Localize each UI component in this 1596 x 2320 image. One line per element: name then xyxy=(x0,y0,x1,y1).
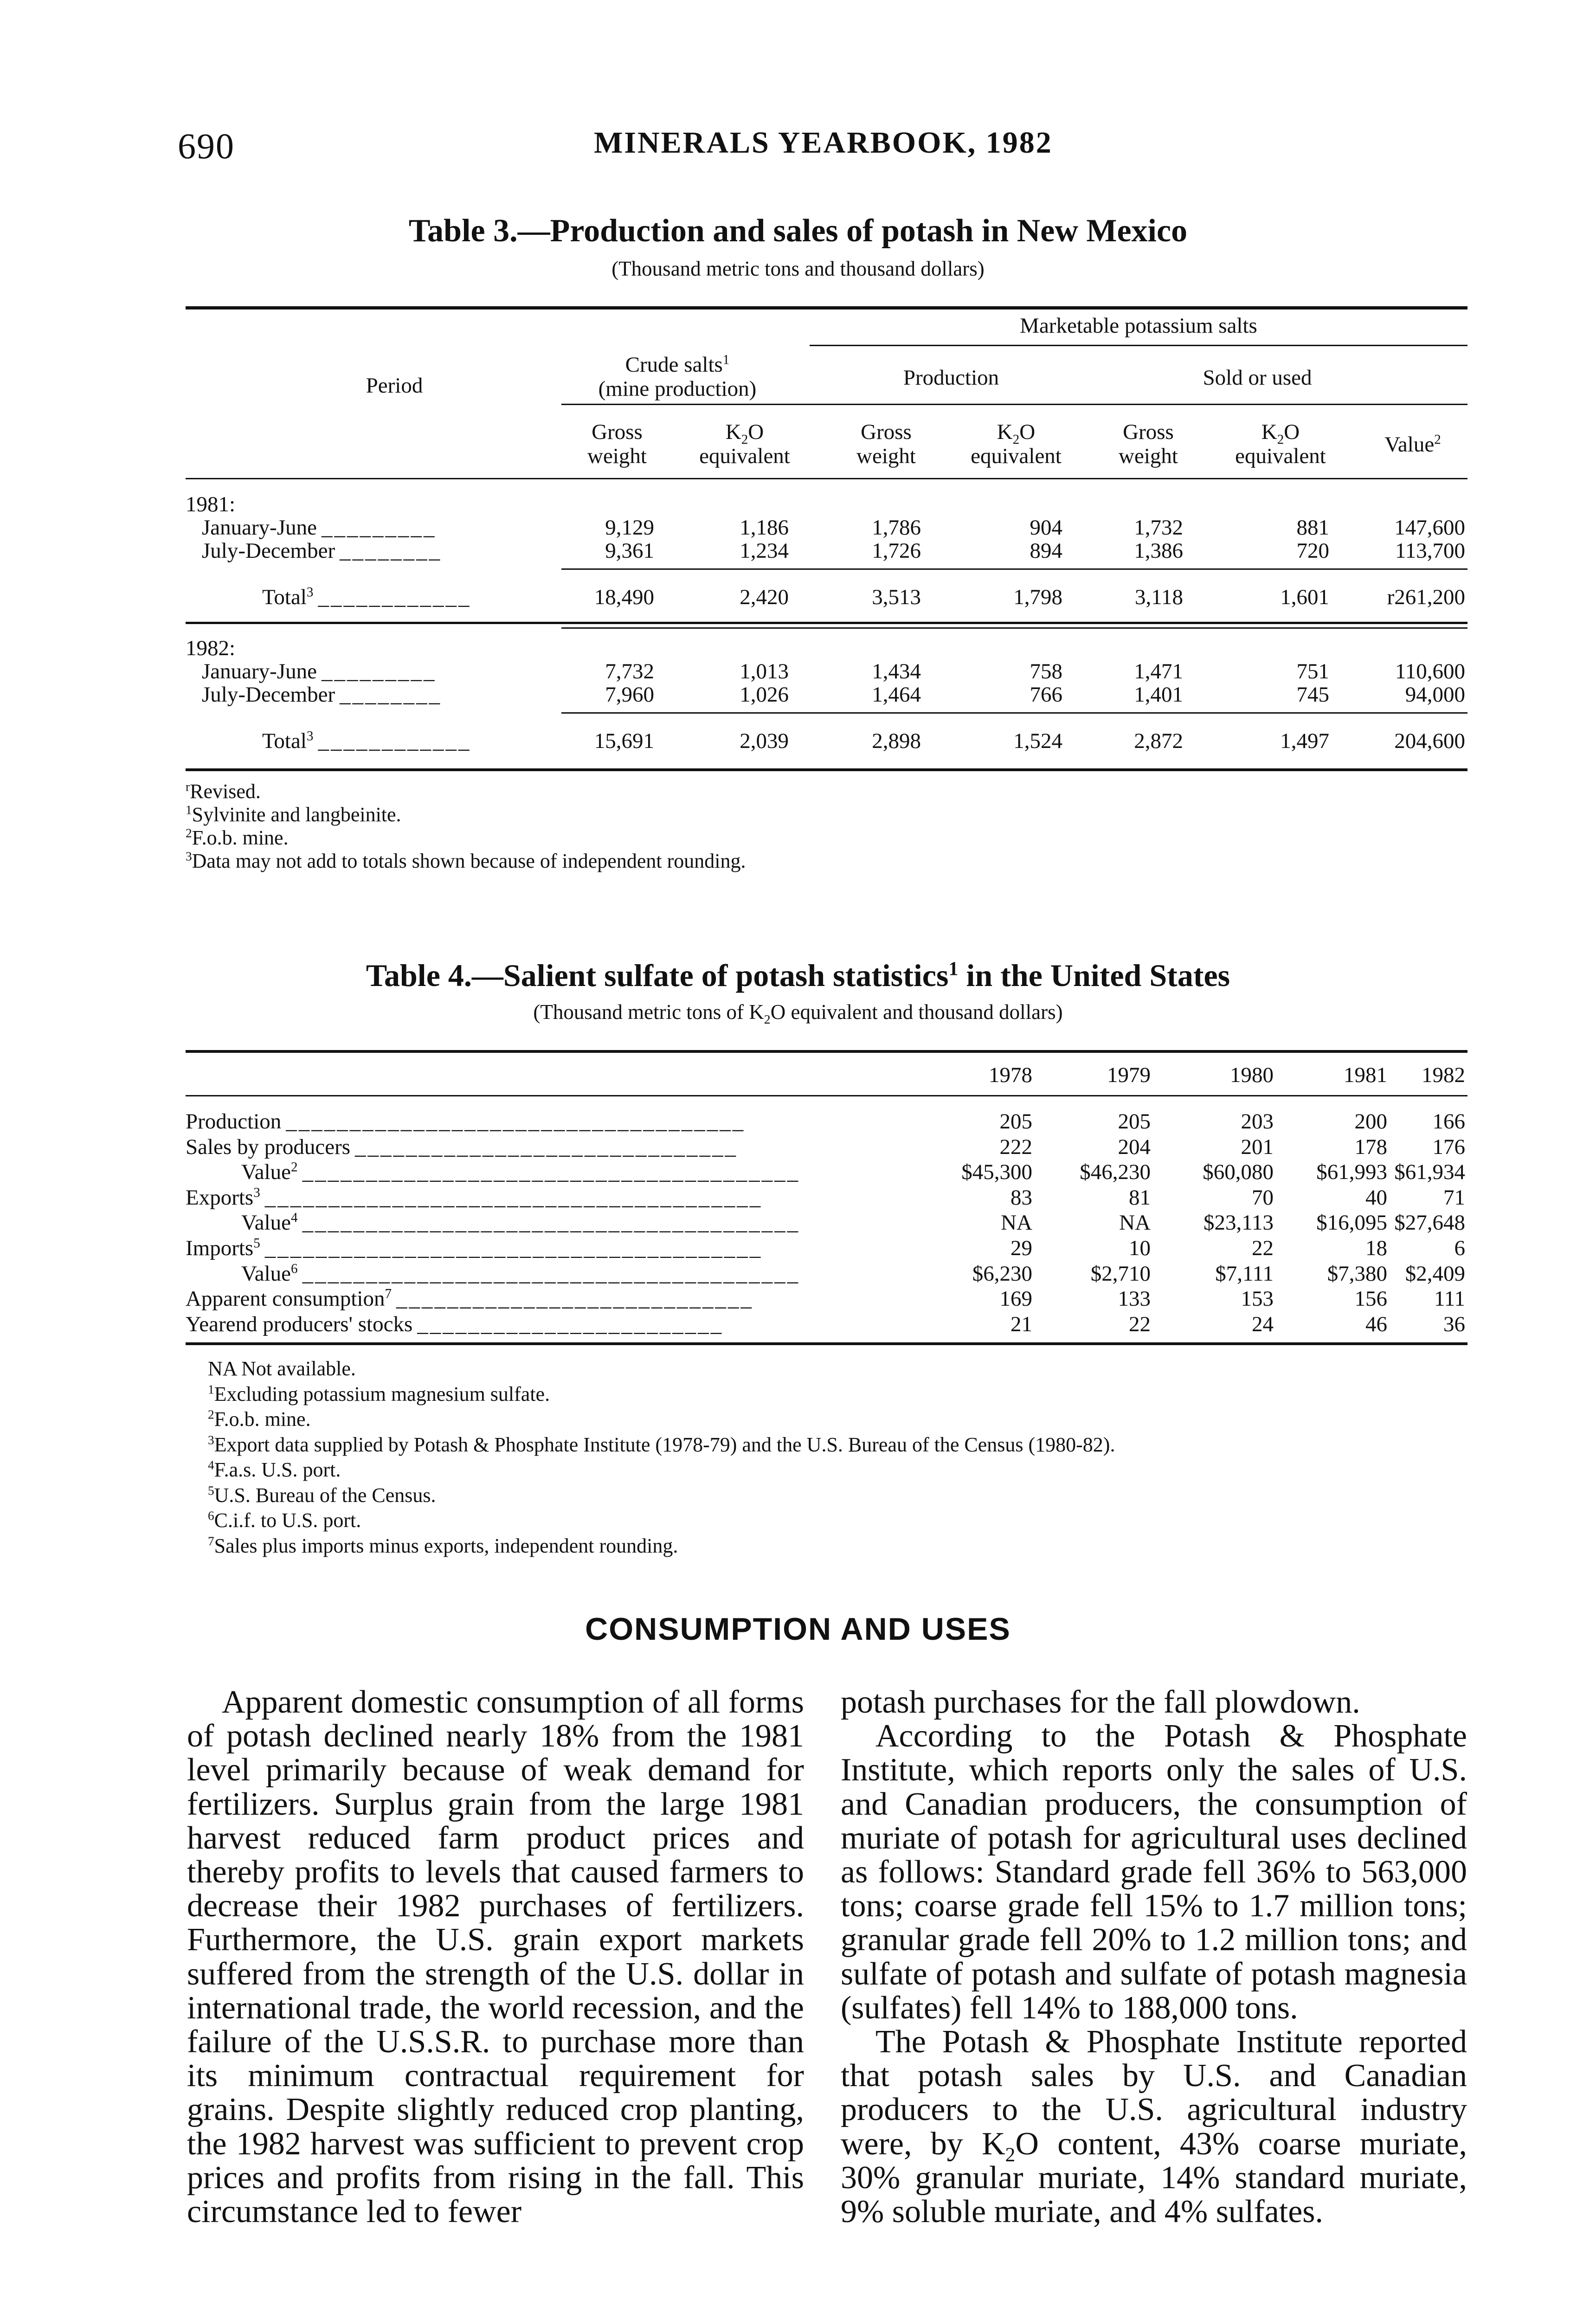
row-leader: _______________________________________ xyxy=(302,1160,800,1185)
total-text: Total xyxy=(262,585,307,609)
row-footnote-mark: 2 xyxy=(291,1160,298,1175)
table-cell: 205 xyxy=(1118,1109,1151,1134)
table-cell: 81 xyxy=(1129,1185,1151,1210)
footnote-text: U.S. Bureau of the Census. xyxy=(214,1483,436,1507)
crude-line2: (mine production) xyxy=(598,377,757,401)
row-label-text: Apparent consumption xyxy=(186,1287,385,1311)
row-leader: ________________________ xyxy=(417,1312,724,1336)
row-label-text: Sales by producers xyxy=(186,1134,351,1159)
total-cell: r261,200 xyxy=(1387,585,1465,609)
table-cell: $60,080 xyxy=(1203,1160,1274,1185)
k2o-line1-sub: 2 xyxy=(741,432,748,447)
footnote-mark: 1 xyxy=(186,803,192,817)
table-cell: 1,013 xyxy=(740,659,789,683)
row-leader: _________ xyxy=(321,516,437,540)
table-cell: 21 xyxy=(1010,1312,1032,1336)
row-leader: _______________________________________ xyxy=(264,1185,763,1210)
row-label-text: Value xyxy=(241,1160,291,1185)
table-cell: $61,934 xyxy=(1394,1160,1465,1185)
right-paragraph-2: According to the Potash & Phosphate Institute, which reports only the sales of U.S. and Canadian producers, the consumption of muriate of potash for agricultural uses declined as follows: Standard grade fell 36% to 563,000 tons; coarse grade fell 15% to 1.7 million tons; granular grade fell 20% to 1.2 million tons; and sulfate of potash and sulfate of potash magnesia (sulfates) fell 14% to 188,000 tons. xyxy=(841,1718,1467,2026)
right-paragraph-3b: O content, 43% coarse muriate, 30% granular muriate, 14% standard muriate, 9% soluble muriate, and 4% sulfates. xyxy=(841,2126,1467,2230)
total-footnote-mark: 3 xyxy=(306,585,314,600)
total-cell: 204,600 xyxy=(1394,729,1465,753)
table-cell: 203 xyxy=(1241,1109,1274,1134)
row-label-text: Yearend producers' stocks xyxy=(186,1312,413,1336)
table4-subtitle xyxy=(0,1000,1596,1027)
table-cell: 111 xyxy=(1434,1287,1465,1311)
row-label-text: Exports xyxy=(186,1185,254,1210)
table-cell: NA xyxy=(1119,1211,1151,1235)
table-cell: 904 xyxy=(1030,516,1062,540)
row-label-text: January-June xyxy=(202,516,317,540)
subheader-k2o-equivalent xyxy=(946,420,1086,468)
table4-title-end: in the United States xyxy=(958,958,1230,993)
footnote xyxy=(208,1357,356,1380)
footnote xyxy=(186,826,289,850)
k2o-line2: equivalent xyxy=(1235,444,1326,468)
table-cell: 204 xyxy=(1118,1134,1151,1159)
table-cell: 1,786 xyxy=(872,516,921,540)
table3-header-bottom-rule xyxy=(186,478,1467,479)
k2o-line2: equivalent xyxy=(699,444,790,468)
row-label-text: July-December xyxy=(202,539,335,563)
table-cell: 94,000 xyxy=(1405,683,1465,707)
table-cell: 1,186 xyxy=(740,516,789,540)
section-heading: CONSUMPTION AND USES xyxy=(585,1611,1011,1647)
total-cell: 1,798 xyxy=(1013,585,1062,609)
right-paragraph-3-sub: 2 xyxy=(1005,2143,1016,2166)
total-cell: 3,513 xyxy=(872,585,921,609)
table-cell: 200 xyxy=(1354,1109,1387,1134)
total-cell: 15,691 xyxy=(594,729,654,753)
footnote-mark: 4 xyxy=(208,1458,214,1472)
text-column-right xyxy=(841,1685,1467,2229)
total-cell: 2,872 xyxy=(1134,729,1183,753)
total-cell: 1,601 xyxy=(1280,585,1329,609)
table-cell: 7,960 xyxy=(605,683,654,707)
table-row-label xyxy=(186,1185,928,1210)
footnote-text: F.o.b. mine. xyxy=(192,826,289,849)
running-title: MINERALS YEARBOOK, 1982 xyxy=(594,126,1053,160)
footnote-text: Data may not add to totals shown because of independent rounding. xyxy=(192,850,746,872)
table-cell: 166 xyxy=(1432,1109,1465,1134)
subheader-gross-weight xyxy=(1079,420,1218,468)
total-cell: 18,490 xyxy=(594,585,654,609)
table-cell: $7,111 xyxy=(1215,1261,1274,1286)
table-row-label xyxy=(202,659,436,684)
gross-line1: Gross xyxy=(592,420,643,444)
row-leader: ____________________________ xyxy=(396,1287,754,1311)
footnote-text: F.a.s. U.S. port. xyxy=(214,1458,341,1481)
subheader-k2o-equivalent xyxy=(675,420,814,468)
table3-header-crude xyxy=(561,353,793,401)
table3-sub-rule xyxy=(561,404,1467,405)
table3-header-sold: Sold or used xyxy=(1203,366,1312,390)
table3-header-production: Production xyxy=(903,366,999,390)
crude-footnote-mark: 1 xyxy=(722,352,730,367)
k2o-line1a: K xyxy=(1261,420,1277,444)
year-header: 1978 xyxy=(989,1063,1032,1087)
table-cell: 1,026 xyxy=(740,683,789,707)
row-label-text: January-June xyxy=(202,659,317,683)
footnote-mark: 2 xyxy=(186,826,192,840)
table-cell: 745 xyxy=(1296,683,1329,707)
footnote xyxy=(186,803,401,826)
table-cell: 1,732 xyxy=(1134,516,1183,540)
table-cell: 147,600 xyxy=(1394,516,1465,540)
row-leader: ________ xyxy=(340,683,442,707)
total-cell: 2,420 xyxy=(740,585,789,609)
table-cell: 720 xyxy=(1296,539,1329,563)
total-cell: 3,118 xyxy=(1134,585,1183,609)
table-cell: $46,230 xyxy=(1080,1160,1151,1185)
table-cell: 894 xyxy=(1030,539,1062,563)
table-cell: 205 xyxy=(999,1109,1032,1134)
gross-line1: Gross xyxy=(1123,420,1174,444)
year-label: 1981: xyxy=(186,492,236,516)
table-cell: 22 xyxy=(1129,1312,1151,1336)
table-cell: $23,113 xyxy=(1203,1211,1274,1235)
table-cell: 881 xyxy=(1296,516,1329,540)
table-cell: 222 xyxy=(999,1134,1032,1159)
table-cell: $7,380 xyxy=(1327,1261,1387,1286)
table-row-label xyxy=(186,1109,928,1134)
total-text: Total xyxy=(262,729,307,753)
total-footnote-mark: 3 xyxy=(306,728,314,744)
total-leader: ____________ xyxy=(318,585,471,609)
table-cell: 70 xyxy=(1252,1185,1274,1210)
year-label: 1982: xyxy=(186,636,236,660)
table4-header-rule xyxy=(186,1095,1467,1096)
table-cell: 18 xyxy=(1365,1236,1387,1260)
table3-subtitle: (Thousand metric tons and thousand dollars) xyxy=(611,257,985,280)
table-cell: 178 xyxy=(1354,1134,1387,1159)
footnote-text: Export data supplied by Potash & Phosphate Institute (1978-79) and the U.S. Bureau of the Census (1980-82). xyxy=(214,1433,1115,1456)
row-footnote-mark: 5 xyxy=(253,1236,260,1251)
table-cell: $27,648 xyxy=(1394,1211,1465,1235)
table-cell: 83 xyxy=(1010,1185,1032,1210)
table-cell: 1,726 xyxy=(872,539,921,563)
gross-line1: Gross xyxy=(861,420,912,444)
table-cell: 133 xyxy=(1118,1287,1151,1311)
footnote xyxy=(208,1483,436,1507)
table4-subtitle-b: O equivalent and thousand dollars) xyxy=(770,1000,1063,1024)
table-cell: 40 xyxy=(1365,1185,1387,1210)
total-leader: ____________ xyxy=(318,729,471,753)
row-label-text: Value xyxy=(241,1211,291,1235)
year-header: 1982 xyxy=(1422,1063,1465,1087)
table-cell: 71 xyxy=(1443,1185,1465,1210)
row-footnote-mark: 4 xyxy=(291,1210,298,1225)
table-cell: $45,300 xyxy=(961,1160,1032,1185)
footnote-text: NA Not available. xyxy=(208,1357,356,1380)
k2o-line1a: K xyxy=(997,420,1013,444)
table-cell: 766 xyxy=(1030,683,1062,707)
table-cell: 10 xyxy=(1129,1236,1151,1260)
crude-line1: Crude salts xyxy=(625,353,723,377)
table-row-label xyxy=(241,1210,928,1235)
subheader-k2o-equivalent xyxy=(1211,420,1350,468)
table-cell: 9,129 xyxy=(605,516,654,540)
table-cell: $61,993 xyxy=(1316,1160,1387,1185)
gross-line2: weight xyxy=(1119,444,1178,468)
total-cell: 2,898 xyxy=(872,729,921,753)
table3-header-marketable: Marketable potassium salts xyxy=(1020,314,1257,338)
row-label-text: July-December xyxy=(202,683,335,707)
group-separator-rule-2 xyxy=(561,627,1467,629)
table4-subtitle-sub: 2 xyxy=(764,1012,771,1027)
table-cell: 113,700 xyxy=(1395,539,1465,563)
table-row-label xyxy=(241,1261,928,1286)
table-row-label xyxy=(202,515,436,540)
row-leader: _______________________________________ xyxy=(302,1261,800,1286)
row-leader: _______________________________________ xyxy=(264,1236,763,1260)
table-row-label xyxy=(202,682,442,707)
table-row-label xyxy=(202,538,442,563)
table4-subtitle-a: (Thousand metric tons of K xyxy=(533,1000,764,1024)
footnote-text: Revised. xyxy=(190,780,261,803)
footnote-mark: 7 xyxy=(208,1534,214,1548)
table-cell: 758 xyxy=(1030,659,1062,683)
page-number: 690 xyxy=(178,126,235,166)
subheader-value xyxy=(1359,432,1466,457)
row-leader: _______________________________________ xyxy=(302,1211,800,1235)
table-cell: 6 xyxy=(1454,1236,1465,1260)
footnote-text: C.i.f. to U.S. port. xyxy=(214,1509,361,1532)
table-cell: 1,471 xyxy=(1134,659,1183,683)
table-row-label xyxy=(186,1236,928,1261)
subheader-gross-weight xyxy=(817,420,956,468)
total-cell: 1,524 xyxy=(1013,729,1062,753)
row-leader: ______________________________ xyxy=(355,1134,738,1159)
table3-bottom-rule xyxy=(186,768,1467,771)
table-cell: 1,386 xyxy=(1134,539,1183,563)
table-cell: $6,230 xyxy=(972,1261,1032,1286)
table4-title-main: Table 4.—Salient sulfate of potash statistics xyxy=(366,958,949,993)
right-paragraph-continued: potash purchases for the fall plowdown. xyxy=(841,1684,1360,1720)
table-cell: 169 xyxy=(999,1287,1032,1311)
table-row-label xyxy=(186,1286,928,1311)
table-cell: 29 xyxy=(1010,1236,1032,1260)
right-paragraph-3 xyxy=(841,2025,1467,2229)
right-paragraph-3a: The Potash & Phosphate Institute reported that potash sales by U.S. and Canadian producers to the U.S. agricultural industry were, by K xyxy=(841,2024,1467,2162)
gross-line2: weight xyxy=(856,444,916,468)
k2o-line1-sub: 2 xyxy=(1012,432,1020,447)
table-cell: 751 xyxy=(1296,659,1329,683)
table-cell: 22 xyxy=(1252,1236,1274,1260)
table3-marketable-rule xyxy=(810,345,1467,346)
row-footnote-mark: 6 xyxy=(291,1261,298,1276)
footnote xyxy=(208,1382,550,1406)
table-cell: 156 xyxy=(1354,1287,1387,1311)
total-rule xyxy=(561,712,1467,714)
footnote-mark: 1 xyxy=(208,1382,214,1396)
year-header: 1981 xyxy=(1344,1063,1387,1087)
k2o-line1b: O xyxy=(1284,420,1300,444)
footnote-mark: 3 xyxy=(186,849,192,864)
table-row-label xyxy=(241,1160,928,1185)
table-cell: 46 xyxy=(1365,1312,1387,1336)
table-cell: 201 xyxy=(1241,1134,1274,1159)
footnote-text: F.o.b. mine. xyxy=(214,1408,311,1431)
table-cell: 1,401 xyxy=(1134,683,1183,707)
table-cell: 9,361 xyxy=(605,539,654,563)
footnote xyxy=(208,1433,1115,1456)
table-cell: $2,409 xyxy=(1405,1261,1465,1286)
table-cell: 1,434 xyxy=(872,659,921,683)
year-header: 1980 xyxy=(1230,1063,1274,1087)
table4-bottom-rule xyxy=(186,1342,1467,1345)
table-cell: 176 xyxy=(1432,1134,1465,1159)
table3-header-period: Period xyxy=(366,374,423,398)
row-leader: _________ xyxy=(321,659,437,683)
value-footnote-mark: 2 xyxy=(1434,432,1441,447)
table-cell: $2,710 xyxy=(1090,1261,1151,1286)
footnote-mark: 6 xyxy=(208,1508,214,1523)
table-cell: 24 xyxy=(1252,1312,1274,1336)
table-row-label xyxy=(186,1134,928,1160)
footnote xyxy=(186,780,261,803)
total-cell: 2,039 xyxy=(740,729,789,753)
table3-top-rule xyxy=(186,306,1467,309)
table-cell: 1,234 xyxy=(740,539,789,563)
group-separator-rule xyxy=(186,622,1467,624)
row-footnote-mark: 3 xyxy=(253,1185,260,1200)
table-row-label xyxy=(186,1312,928,1337)
table4-title xyxy=(0,957,1596,994)
footnote-mark: r xyxy=(186,780,190,794)
footnote xyxy=(208,1508,361,1532)
value-label: Value xyxy=(1384,432,1435,457)
footnote-text: Sales plus imports minus exports, independent rounding. xyxy=(214,1534,678,1557)
k2o-line1b: O xyxy=(748,420,764,444)
footnote-mark: 2 xyxy=(208,1407,214,1422)
table4-top-rule xyxy=(186,1050,1467,1053)
total-label xyxy=(262,728,471,754)
footnote xyxy=(208,1534,678,1558)
row-label-text: Imports xyxy=(186,1236,254,1260)
row-footnote-mark: 7 xyxy=(385,1286,392,1302)
row-leader: ________ xyxy=(340,539,442,563)
footnote xyxy=(208,1407,311,1431)
k2o-line2: equivalent xyxy=(971,444,1062,468)
table-cell: 110,600 xyxy=(1395,659,1465,683)
gross-line2: weight xyxy=(587,444,647,468)
footnote-mark: 5 xyxy=(208,1483,214,1497)
left-paragraph: Apparent domestic consumption of all forms of potash declined nearly 18% from the 1981 level primarily because of weak demand for fertilizers. Surplus grain from the large 1981 harvest reduced farm product prices and thereby profits to levels that caused farmers to decrease their 1982 purchases of fertilizers. Furthermore, the U.S. grain export markets suffered from the strength of the U.S. dollar in international trade, the world recession, and the failure of the U.S.S.R. to purchase more than its minimum contractual requirement for grains. Despite slightly reduced crop planting, the 1982 harvest was sufficient to prevent crop prices and profits from rising in the fall. This circumstance led to fewer xyxy=(187,1684,804,2230)
footnote xyxy=(186,849,746,873)
footnote xyxy=(208,1458,341,1482)
row-label-text: Production xyxy=(186,1109,282,1134)
table-cell: 36 xyxy=(1443,1312,1465,1336)
footnote-text: Excluding potassium magnesium sulfate. xyxy=(214,1382,550,1405)
k2o-line1-sub: 2 xyxy=(1277,432,1284,447)
subheader-gross-weight xyxy=(547,420,687,468)
total-rule xyxy=(561,568,1467,570)
text-column-left xyxy=(187,1685,804,2229)
table-cell: 7,732 xyxy=(605,659,654,683)
footnote-text: Sylvinite and langbeinite. xyxy=(192,803,401,826)
row-leader: ____________________________________ xyxy=(286,1109,746,1134)
table-cell: NA xyxy=(1001,1211,1032,1235)
table-cell: 1,464 xyxy=(872,683,921,707)
footnote-mark: 3 xyxy=(208,1432,214,1447)
year-header: 1979 xyxy=(1107,1063,1151,1087)
k2o-line1b: O xyxy=(1019,420,1036,444)
total-label xyxy=(262,585,471,610)
table-cell: 153 xyxy=(1241,1287,1274,1311)
row-label-text: Value xyxy=(241,1261,291,1286)
k2o-line1a: K xyxy=(725,420,741,444)
table4-title-footnote-mark: 1 xyxy=(948,958,959,980)
table3-title: Table 3.—Production and sales of potash in New Mexico xyxy=(408,213,1188,249)
total-cell: 1,497 xyxy=(1280,729,1329,753)
table-cell: $16,095 xyxy=(1316,1211,1387,1235)
